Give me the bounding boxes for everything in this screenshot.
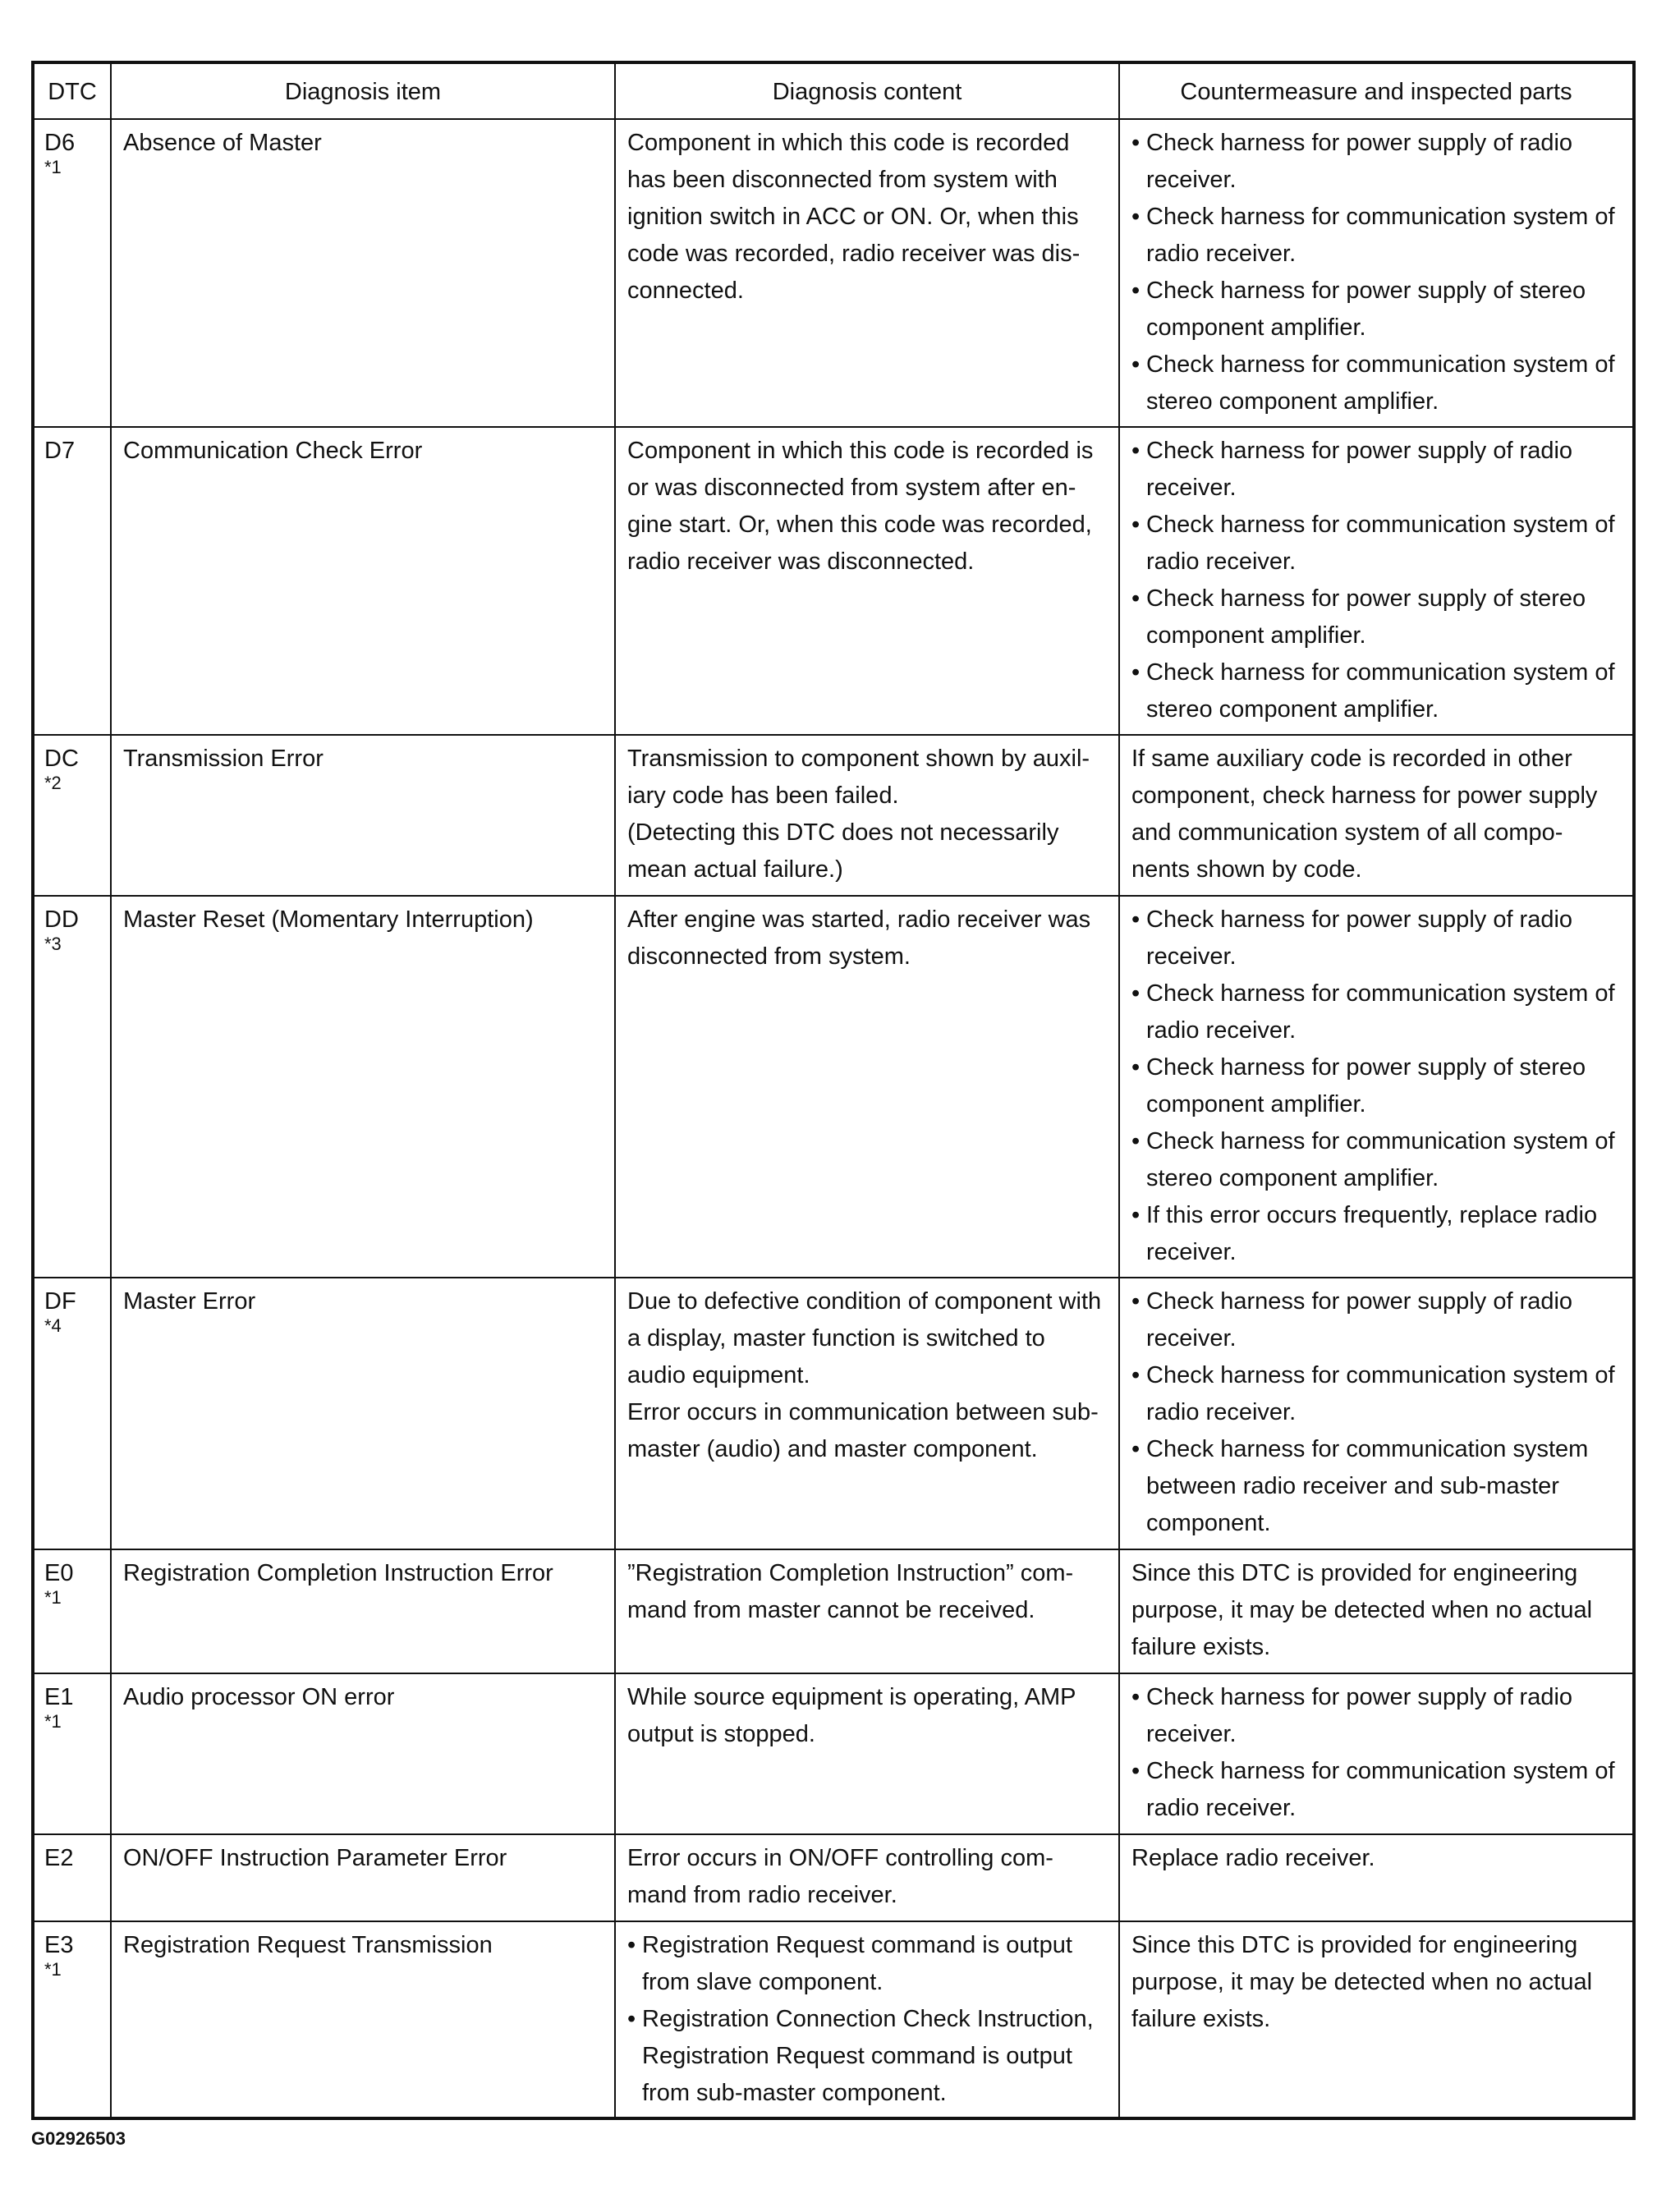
table-header-row (33, 62, 1634, 119)
table-row (33, 1921, 1634, 2118)
countermeasure-cell (1119, 896, 1634, 1278)
dtc-code: E3 (44, 1932, 74, 1958)
dtc-footnote: *3 (44, 934, 62, 954)
content-text: Transmission to component shown by auxil- iary code has been failed. (627, 746, 1090, 809)
table-row (33, 1834, 1634, 1921)
header-diagnosis-content: Diagnosis content (615, 62, 1119, 119)
dtc-cell (33, 735, 111, 896)
diagnosis-item-cell: Registration Request Transmission (111, 1921, 615, 2118)
dtc-code: D7 (44, 438, 76, 464)
dtc-code: DD (44, 906, 79, 933)
countermeasure-item: • Check harness for communication system of stereo component amplifier. (1131, 1123, 1621, 1197)
countermeasure-cell (1119, 1921, 1634, 2118)
dtc-footnote: *1 (44, 157, 62, 177)
dtc-code: DF (44, 1288, 76, 1315)
header-countermeasure: Countermeasure and inspected parts (1119, 62, 1634, 119)
diagnosis-content-cell (615, 896, 1119, 1278)
diagnosis-content-cell (615, 1921, 1119, 2118)
table-row (33, 119, 1634, 427)
countermeasure-item: • Check harness for communication system of radio receiver. (1131, 975, 1621, 1049)
countermeasure-list (1131, 1283, 1621, 1542)
dtc-code: D6 (44, 130, 76, 156)
countermeasure-cell (1119, 1673, 1634, 1834)
dtc-code: E1 (44, 1684, 74, 1710)
dtc-code: DC (44, 746, 79, 772)
dtc-cell (33, 119, 111, 427)
countermeasure-text: Since this DTC is provided for engineering purpose, it may be detected when no actual failure exists. (1131, 1932, 1593, 2032)
dtc-cell (33, 1549, 111, 1673)
countermeasure-item: • Check harness for communication system of radio receiver. (1131, 199, 1621, 273)
countermeasure-item: • Check harness for power supply of radio receiver. (1131, 1283, 1621, 1357)
countermeasure-text: Replace radio receiver. (1131, 1845, 1375, 1871)
dtc-cell (33, 1921, 111, 2118)
countermeasure-cell (1119, 1834, 1634, 1921)
countermeasure-item: • Check harness for power supply of radio receiver. (1131, 902, 1621, 975)
table-row (33, 896, 1634, 1278)
diagnosis-item-cell: ON/OFF Instruction Parameter Error (111, 1834, 615, 1921)
countermeasure-item: • Check harness for power supply of radio receiver. (1131, 1679, 1621, 1753)
countermeasure-item: • If this error occurs frequently, replace radio receiver. (1131, 1197, 1621, 1271)
diagnosis-item-cell: Master Error (111, 1278, 615, 1549)
dtc-cell (33, 1834, 111, 1921)
countermeasure-cell (1119, 119, 1634, 427)
dtc-cell (33, 896, 111, 1278)
dtc-footnote: *1 (44, 1587, 62, 1608)
content-text: ”Registration Completion Instruction” com- mand from master cannot be received. (627, 1560, 1074, 1623)
diagnosis-content-cell (615, 1834, 1119, 1921)
countermeasure-item: • Check harness for communication system of radio receiver. (1131, 1357, 1621, 1431)
diagnosis-item-cell: Audio processor ON error (111, 1673, 615, 1834)
countermeasure-text: Since this DTC is provided for engineering purpose, it may be detected when no actual failure exists. (1131, 1560, 1593, 1660)
diagnosis-item-cell: Transmission Error (111, 735, 615, 896)
header-diagnosis-item: Diagnosis item (111, 62, 615, 119)
countermeasure-cell (1119, 1278, 1634, 1549)
diagnosis-content-cell (615, 119, 1119, 427)
countermeasure-item: • Check harness for power supply of stereo component amplifier. (1131, 273, 1621, 346)
table-row (33, 1549, 1634, 1673)
dtc-cell (33, 427, 111, 735)
content-text: Component in which this code is recorded is or was disconnected from system after en- gine start. Or, when this code was recorded, radio receiver was disconnected. (627, 438, 1094, 575)
countermeasure-item: • Check harness for power supply of stereo component amplifier. (1131, 581, 1621, 654)
countermeasure-item: • Check harness for communication system of stereo component amplifier. (1131, 346, 1621, 420)
countermeasure-item: • Check harness for power supply of radio receiver. (1131, 125, 1621, 199)
countermeasure-item: • Check harness for power supply of radio receiver. (1131, 433, 1621, 507)
content-text: After engine was started, radio receiver was disconnected from system. (627, 906, 1091, 970)
table-row (33, 1278, 1634, 1549)
countermeasure-item: • Check harness for communication system between radio receiver and sub-master component. (1131, 1431, 1621, 1542)
countermeasure-item: • Check harness for power supply of stereo component amplifier. (1131, 1049, 1621, 1123)
content-item: • Registration Request command is output from slave component. (627, 1927, 1107, 2001)
countermeasure-item: • Check harness for communication system of stereo component amplifier. (1131, 654, 1621, 728)
content-text: Component in which this code is recorded has been disconnected from system with ignition switch in ACC or ON. Or, when this code was recorded, radio receiver was dis- connected. (627, 130, 1081, 304)
table-row (33, 1673, 1634, 1834)
countermeasure-cell (1119, 427, 1634, 735)
diagnosis-content-cell (615, 1278, 1119, 1549)
diagnosis-content-cell (615, 427, 1119, 735)
diagnosis-content-cell (615, 735, 1119, 896)
countermeasure-item: • Check harness for communication system of radio receiver. (1131, 507, 1621, 581)
countermeasure-cell (1119, 1549, 1634, 1673)
header-dtc: DTC (33, 62, 111, 119)
diagnosis-item-cell: Master Reset (Momentary Interruption) (111, 896, 615, 1278)
table-row (33, 427, 1634, 735)
dtc-cell (33, 1673, 111, 1834)
countermeasure-cell (1119, 735, 1634, 896)
dtc-table (31, 61, 1636, 2120)
countermeasure-list (1131, 125, 1621, 420)
diagnosis-content-cell (615, 1549, 1119, 1673)
figure-id: G02926503 (31, 2128, 126, 2149)
countermeasure-item: • Check harness for communication system of radio receiver. (1131, 1753, 1621, 1827)
content-text: Error occurs in ON/OFF controlling com- mand from radio receiver. (627, 1845, 1053, 1908)
countermeasure-text: If same auxiliary code is recorded in other component, check harness for power supply and communication system of all compo- nents shown by code. (1131, 746, 1598, 883)
countermeasure-list (1131, 902, 1621, 1271)
dtc-code: E2 (44, 1845, 74, 1871)
content-text: (Detecting this DTC does not necessarily mean actual failure.) (627, 819, 1059, 883)
dtc-footnote: *1 (44, 1711, 62, 1732)
content-item: • Registration Connection Check Instruction, Registration Request command is output from sub-master component. (627, 2001, 1107, 2112)
dtc-footnote: *4 (44, 1315, 62, 1336)
dtc-footnote: *2 (44, 773, 62, 793)
countermeasure-list (1131, 433, 1621, 728)
table-row (33, 735, 1634, 896)
content-list (627, 1927, 1107, 2112)
diagnosis-item-cell: Communication Check Error (111, 427, 615, 735)
dtc-footnote: *1 (44, 1959, 62, 1980)
content-text: Error occurs in communication between sub-master (audio) and master component. (627, 1399, 1099, 1462)
diagnosis-item-cell: Registration Completion Instruction Error (111, 1549, 615, 1673)
dtc-code: E0 (44, 1560, 74, 1586)
countermeasure-list (1131, 1679, 1621, 1827)
dtc-cell (33, 1278, 111, 1549)
diagnosis-content-cell (615, 1673, 1119, 1834)
diagnosis-item-cell: Absence of Master (111, 119, 615, 427)
content-text: Due to defective condition of component with a display, master function is switched to audio equipment. (627, 1288, 1102, 1388)
content-text: While source equipment is operating, AMP output is stopped. (627, 1684, 1076, 1747)
